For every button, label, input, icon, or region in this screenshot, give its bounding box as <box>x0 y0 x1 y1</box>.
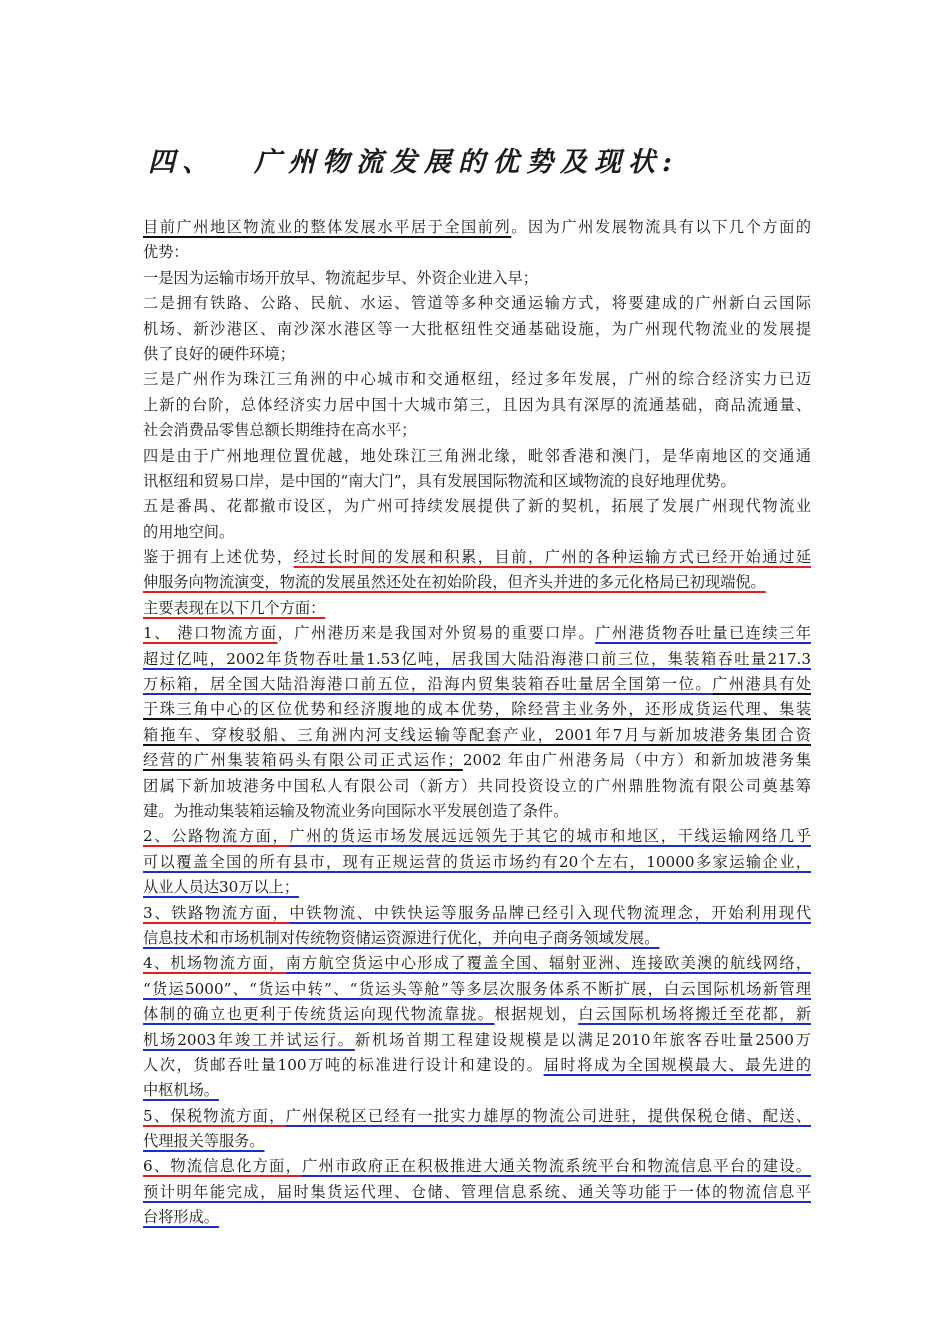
underlined-segment: 从业人员达30万以上； <box>143 878 300 897</box>
text-line <box>143 266 811 291</box>
text-segment: 讯枢纽和贸易口岸，是中国的“南大门”，具有发展国际物流和区域物流的良好地理优势。 <box>143 471 736 490</box>
text-line <box>143 647 811 672</box>
text-segment: 五是番禺、花都撤市设区，为广州可持续发展提供了新的契机，拓展了发展广州现代物流业 <box>143 497 811 516</box>
text-line <box>143 1154 811 1179</box>
text-segment: 团属下新加坡港务中国私人有限公司（新方）共同投资设立的广州鼎胜物流有限公司奠基筹 <box>143 776 811 795</box>
underlined-segment: 目前广州地区物流业的整体发展水平居于全国前列 <box>143 218 512 236</box>
text-line <box>143 951 811 976</box>
underlined-segment: 南方航空货运中心形成了覆盖全国、辐射亚洲、连接欧美澳的航线网络， <box>285 954 811 973</box>
text-line <box>143 444 811 469</box>
text-line <box>143 469 811 494</box>
text-line <box>143 621 811 646</box>
text-segment: 机场、新沙港区、南沙深水港区等一大批枢纽性交通基础设施，为广州现代物流业的发展提 <box>143 319 811 338</box>
underlined-segment: 3、铁路物流方面， <box>143 903 290 922</box>
underlined-segment: 伸服务向物流演变，物流的发展虽然还处在初始阶段，但齐头并进的多元化格局已初现端倪。 <box>143 573 766 592</box>
underlined-segment: 广州市政府正在积极推进大通关物流系统平台和物流信息平台的建设。 <box>302 1157 811 1176</box>
text-segment: 。因为广州发展物流具有以下几个方面的 <box>511 218 811 236</box>
underlined-segment: 超过亿吨，2002年货物吞吐量1.53亿吨，居我国大陆沿海港口前三位，集装箱吞吐量217.3 <box>143 649 811 668</box>
underlined-segment: 台将形成。 <box>143 1208 219 1227</box>
underlined-segment: 届时将成为全国规模最大、最先进的 <box>543 1055 811 1074</box>
underlined-segment: 经营的广州集装箱码头有限公司正式运作； <box>143 751 463 770</box>
underlined-segment: 可以覆盖全国的所有县市，现有正规运营的货运市场约有20个左右，10000多家运输企业， <box>143 852 811 871</box>
text-segment: 二是拥有铁路、公路、民航、水运、管道等多种交通运输方式，将要建成的广州新白云国际 <box>143 294 811 313</box>
text-segment: 人次，货邮吞吐量100万吨的标准进行设计和建设的。 <box>143 1055 544 1074</box>
text-line <box>143 1053 811 1078</box>
text-line <box>143 545 811 570</box>
text-line <box>143 901 811 926</box>
underlined-segment: 2、公路物流方面， <box>143 827 290 846</box>
body-text <box>143 215 811 1231</box>
text-line <box>143 1104 811 1129</box>
underlined-segment: 机场2003年竣工并试运行。 <box>143 1030 355 1049</box>
text-segment: 社会消费品零售总额长期维持在高水平； <box>143 421 417 440</box>
text-line <box>143 1078 811 1103</box>
text-segment: 四是由于广州地理位置优越，地处珠江三角洲北缘，毗邻香港和澳门，是华南地区的交通通 <box>143 446 811 465</box>
text-line <box>143 596 811 621</box>
text-segment: 一是因为运输市场开放早、物流起步早、外资企业进入早； <box>143 268 538 287</box>
text-segment: ，广州港历来是我国对外贸易的重要口岸。 <box>277 624 596 643</box>
text-line <box>143 1028 811 1053</box>
underlined-segment: 6、物流信息化方面， <box>143 1157 303 1176</box>
underlined-segment: 5、保税物流方面， <box>143 1106 286 1125</box>
text-segment: 2002 年由广州港务局（中方）和新加坡港务集 <box>462 751 811 770</box>
text-line <box>143 926 811 951</box>
text-segment: 的用地空间。 <box>143 522 235 541</box>
text-segment: 鉴于拥有上述优势， <box>143 548 294 567</box>
text-line <box>143 1205 811 1230</box>
underlined-segment: 广州的货运市场发展远远领先于其它的城市和地区，干线运输网络几乎 <box>289 827 811 846</box>
underlined-segment: 白云国际机场将搬迁至花都，新 <box>578 1005 811 1024</box>
text-line <box>143 494 811 519</box>
text-segment: 根据规划， <box>494 1005 579 1024</box>
section-title: 广州物流发展的优势及现状: <box>254 147 679 178</box>
text-line <box>143 520 811 545</box>
text-line <box>143 875 811 900</box>
text-line <box>143 570 811 595</box>
text-segment: 三是广州作为珠江三角洲的中心城市和交通枢纽，经过多年发展，广州的综合经济实力已迈 <box>143 370 811 389</box>
text-line <box>143 367 811 392</box>
text-line <box>143 672 811 697</box>
text-line <box>143 824 811 849</box>
text-line <box>143 697 811 722</box>
underlined-segment: 万标箱，居全国大陆沿海港口前五位，沿海内贸集装箱吞吐量居全国第一位。 <box>143 675 713 694</box>
underlined-segment: 广州港货物吞吐量已连续三年 <box>595 624 811 643</box>
text-line <box>143 977 811 1002</box>
underlined-segment: 预计明年能完成，届时集货运代理、仓储、管理信息系统、通关等功能于一体的物流信息平 <box>143 1182 811 1201</box>
text-segment: 供了良好的硬件环境； <box>143 344 295 363</box>
text-segment: 优势： <box>143 243 189 262</box>
section-heading <box>148 140 679 179</box>
underlined-segment: 4、机场物流方面， <box>143 954 286 973</box>
text-segment: 建。为推动集装箱运输及物流业务向国际水平发展创造了条件。 <box>143 801 569 820</box>
text-line <box>143 215 811 240</box>
text-line <box>143 748 811 773</box>
text-line <box>143 1180 811 1205</box>
section-number: 四、 <box>148 147 216 178</box>
underlined-segment: 广州保税区已经有一批实力雄厚的物流公司进驻，提供保税仓储、配送、 <box>285 1106 811 1125</box>
underlined-segment: 1、 港口物流方面 <box>143 624 278 643</box>
text-line <box>143 799 811 824</box>
underlined-segment: 中枢机场。 <box>143 1081 219 1100</box>
text-line <box>143 317 811 342</box>
text-line <box>143 1002 811 1027</box>
text-line <box>143 1129 811 1154</box>
text-segment: 新机场首期工程建设规模是以满足2010年旅客吞吐量2500万 <box>354 1030 811 1049</box>
underlined-segment: 箱拖车、穿梭驳船、三角洲内河支线运输等配套产业，2001年7月与新加坡港务集团合资 <box>143 725 811 744</box>
underlined-segment: 广州港具有处 <box>712 675 811 694</box>
underlined-segment: 于珠三角中心的区位优势和经济腹地的成本优势，除经营主业务外，还形成货运代理、集装 <box>143 700 811 719</box>
underlined-segment: 信息技术和市场机制对传统物资储运资源进行优化，并向电子商务领域发展。 <box>143 928 660 947</box>
text-line <box>143 393 811 418</box>
underlined-segment: “货运5000”、“货运中转”、“货运头等舱”等多层次服务体系不断扩展，白云国际机场新管理 <box>143 979 811 998</box>
underlined-segment: 经过长时间的发展和积累，目前，广州的各种运输方式已经开始通过延 <box>293 548 811 567</box>
underlined-segment: 代理报关等服务。 <box>143 1132 265 1151</box>
text-line <box>143 774 811 799</box>
underlined-segment: 中铁物流、中铁快运等服务品牌已经引入现代物流理念，开始利用现代 <box>289 903 811 922</box>
underlined-segment: 主要表现在以下几个方面： <box>143 598 326 617</box>
text-segment: 上新的台阶，总体经济实力居中国十大城市第三，且因为具有深厚的流通基础，商品流通量、 <box>143 395 811 414</box>
text-line <box>143 291 811 316</box>
text-line <box>143 723 811 748</box>
text-line <box>143 850 811 875</box>
text-line <box>143 342 811 367</box>
text-line <box>143 418 811 443</box>
underlined-segment: 体制的确立也更利于传统货运向现代物流靠拢。 <box>143 1005 495 1024</box>
text-line <box>143 240 811 265</box>
